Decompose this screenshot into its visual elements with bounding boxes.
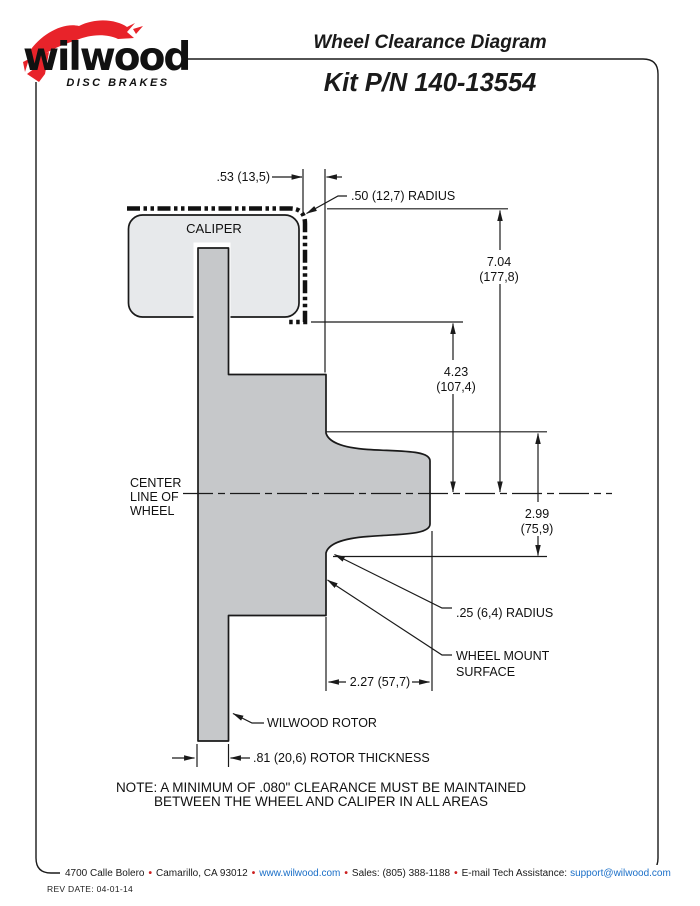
logo-tagline-text: DISC BRAKES (66, 77, 170, 89)
dim-envelope-height-mm: (177,8) (479, 270, 519, 284)
logo-brand-text: wilwood (23, 35, 190, 80)
dim-caliper-offset: .53 (13,5) (216, 170, 270, 184)
footer-contact-bar (60, 865, 676, 881)
clearance-note-line1: NOTE: A MINIMUM OF .080" CLEARANCE MUST BE MAINTAINED (115, 780, 527, 795)
dim-caliper-clearance-mm: (107,4) (436, 380, 476, 394)
technical-drawing (116, 169, 612, 809)
centerline-label-1: CENTER (130, 476, 182, 490)
clearance-note-line2: BETWEEN THE WHEEL AND CALIPER IN ALL AREAS (153, 794, 489, 809)
footer-separator: • (251, 867, 256, 879)
label-wilwood-rotor: WILWOOD ROTOR (267, 716, 377, 730)
dim-caliper-clearance: 4.23 (443, 365, 469, 379)
wilwood-logo (23, 20, 189, 89)
footer-separator: • (148, 867, 153, 879)
label-wheel-mount-1: WHEEL MOUNT (456, 649, 550, 663)
dim-rotor-thickness: .81 (20,6) ROTOR THICKNESS (253, 751, 430, 765)
rev-date: REV DATE: 04-01-14 (47, 884, 134, 894)
footer-website-link[interactable]: www.wilwood.com (259, 867, 341, 879)
label-wheel-mount-2: SURFACE (456, 665, 516, 679)
page-title: Wheel Clearance Diagram (313, 32, 547, 53)
dim-flange-height-mm: (75,9) (520, 522, 554, 536)
caliper-label: CALIPER (186, 221, 242, 236)
dim-flange-height: 2.99 (524, 507, 550, 521)
footer-separator: • (344, 867, 348, 879)
footer-address: 4700 Calle Bolero (65, 867, 145, 879)
footer-sales-phone: Sales: (805) 388-1188 (351, 867, 451, 879)
dim-fillet-radius: .25 (6,4) RADIUS (456, 606, 554, 620)
dim-envelope-height: 7.04 (486, 255, 512, 269)
kit-part-number: Kit P/N 140-13554 (323, 69, 537, 97)
footer-email-label: E-mail Tech Assistance: (461, 867, 568, 879)
dim-caliper-radius: .50 (12,7) RADIUS (351, 189, 456, 203)
footer-separator: • (454, 867, 458, 879)
footer-email-link[interactable]: support@wilwood.com (570, 867, 671, 879)
footer-city: Camarillo, CA 93012 (156, 867, 248, 879)
dim-hat-depth: 2.27 (57,7) (349, 675, 411, 689)
centerline-label-2: LINE OF (130, 490, 179, 504)
centerline-label-3: WHEEL (130, 504, 175, 518)
